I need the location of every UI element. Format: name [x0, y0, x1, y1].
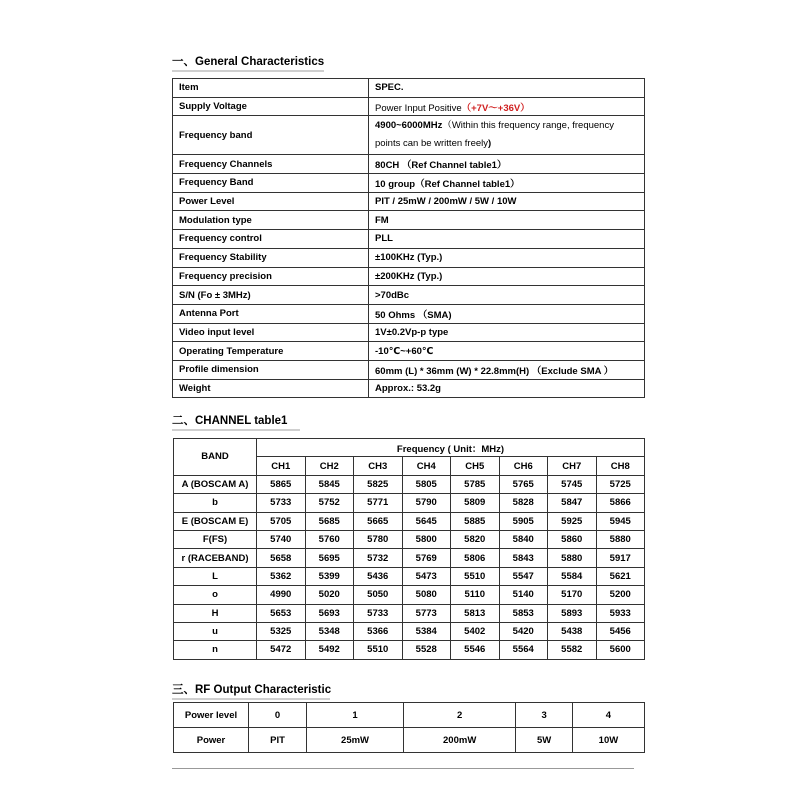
power-level-cell: 4: [572, 703, 644, 728]
item-header: Item: [173, 79, 369, 98]
power-cell: 10W: [572, 728, 644, 753]
frequency-cell: 5020: [305, 586, 354, 604]
frequency-cell: 5653: [257, 604, 306, 622]
frequency-cell: 5140: [499, 586, 548, 604]
general-characteristics-table: [172, 78, 645, 398]
channel-row: [174, 622, 645, 640]
spec-label: Operating Temperature: [173, 342, 369, 361]
table-row: [173, 155, 645, 174]
spec-label: Frequency Band: [173, 174, 369, 193]
channel-header: CH8: [596, 457, 645, 475]
spec-label: Power Level: [173, 192, 369, 211]
frequency-cell: 5621: [596, 567, 645, 585]
frequency-cell: 5665: [354, 512, 403, 530]
channel-row: [174, 567, 645, 585]
band-name: H: [174, 604, 257, 622]
frequency-cell: 5473: [402, 567, 451, 585]
frequency-cell: 5420: [499, 622, 548, 640]
frequency-cell: 5945: [596, 512, 645, 530]
frequency-cell: 5860: [548, 530, 597, 548]
frequency-cell: 5366: [354, 622, 403, 640]
spec-label: Supply Voltage: [173, 97, 369, 116]
spec-value: 4900~6000MHz（Within this frequency range, frequency points can be written freely): [369, 116, 645, 155]
frequency-cell: 5771: [354, 494, 403, 512]
table-row: [173, 323, 645, 342]
frequency-cell: 5769: [402, 549, 451, 567]
frequency-cell: 5492: [305, 641, 354, 659]
frequency-cell: 5785: [451, 475, 500, 493]
table-row: [173, 342, 645, 361]
frequency-cell: 5805: [402, 475, 451, 493]
frequency-cell: 5170: [548, 586, 597, 604]
section-title-rf: 三、RF Output Characteristic: [172, 681, 331, 697]
spec-value: PIT / 25mW / 200mW / 5W / 10W: [369, 192, 645, 211]
frequency-cell: 5825: [354, 475, 403, 493]
power-level-cell: 3: [516, 703, 573, 728]
frequency-cell: 5510: [451, 567, 500, 585]
spec-value: PLL: [369, 230, 645, 249]
frequency-cell: 5773: [402, 604, 451, 622]
spec-value: Approx.: 53.2g: [369, 379, 645, 398]
frequency-cell: 5733: [257, 494, 306, 512]
spec-value: 80CH （Ref Channel table1）: [369, 155, 645, 174]
frequency-cell: 5348: [305, 622, 354, 640]
frequency-cell: 5080: [402, 586, 451, 604]
frequency-cell: 5745: [548, 475, 597, 493]
frequency-cell: 5456: [596, 622, 645, 640]
frequency-cell: 5905: [499, 512, 548, 530]
power-cell: PIT: [249, 728, 307, 753]
frequency-cell: 5806: [451, 549, 500, 567]
frequency-cell: 5885: [451, 512, 500, 530]
table-row: [173, 116, 645, 155]
frequency-cell: 5760: [305, 530, 354, 548]
channel-header: CH7: [548, 457, 597, 475]
channel-row: [174, 549, 645, 567]
band-header: BAND: [174, 439, 257, 476]
frequency-cell: 5847: [548, 494, 597, 512]
frequency-cell: 5740: [257, 530, 306, 548]
frequency-cell: 5840: [499, 530, 548, 548]
frequency-cell: 5880: [596, 530, 645, 548]
frequency-cell: 5820: [451, 530, 500, 548]
power-row: [174, 728, 645, 753]
channel-header-row: [174, 439, 645, 457]
frequency-cell: 5880: [548, 549, 597, 567]
frequency-cell: 5645: [402, 512, 451, 530]
frequency-cell: 5472: [257, 641, 306, 659]
channel-header: CH1: [257, 457, 306, 475]
table-row: [173, 174, 645, 193]
table-header-row: [173, 79, 645, 98]
table-row: [173, 267, 645, 286]
frequency-cell: 5510: [354, 641, 403, 659]
frequency-cell: 5809: [451, 494, 500, 512]
power-level-cell: 0: [249, 703, 307, 728]
table-row: [173, 211, 645, 230]
spec-label: Frequency control: [173, 230, 369, 249]
title-underline: [172, 698, 330, 700]
frequency-cell: 5050: [354, 586, 403, 604]
table-row: [173, 248, 645, 267]
spec-value: 50 Ohms （SMA): [369, 304, 645, 323]
frequency-cell: 5564: [499, 641, 548, 659]
band-name: A (BOSCAM A): [174, 475, 257, 493]
frequency-cell: 5865: [257, 475, 306, 493]
table-row: [173, 230, 645, 249]
frequency-cell: 5853: [499, 604, 548, 622]
frequency-cell: 5362: [257, 567, 306, 585]
frequency-cell: 5790: [402, 494, 451, 512]
spec-label: Video input level: [173, 323, 369, 342]
footer-divider: [172, 768, 634, 769]
power-level-cell: 1: [307, 703, 404, 728]
table-row: [173, 97, 645, 116]
channel-row: [174, 530, 645, 548]
spec-label: Weight: [173, 379, 369, 398]
channel-header: CH2: [305, 457, 354, 475]
frequency-cell: 5693: [305, 604, 354, 622]
spec-label: Frequency Stability: [173, 248, 369, 267]
title-underline: [172, 70, 324, 72]
channel-row: [174, 494, 645, 512]
rf-output-table: [173, 702, 645, 753]
frequency-cell: 5917: [596, 549, 645, 567]
frequency-cell: 4990: [257, 586, 306, 604]
frequency-cell: 5780: [354, 530, 403, 548]
channel-header: CH4: [402, 457, 451, 475]
frequency-cell: 5732: [354, 549, 403, 567]
frequency-cell: 5402: [451, 622, 500, 640]
title-underline: [172, 429, 300, 431]
channel-header: CH5: [451, 457, 500, 475]
power-level-row: [174, 703, 645, 728]
frequency-cell: 5600: [596, 641, 645, 659]
channel-row: [174, 512, 645, 530]
band-name: F(FS): [174, 530, 257, 548]
frequency-cell: 5658: [257, 549, 306, 567]
table-row: [173, 286, 645, 305]
frequency-cell: 5813: [451, 604, 500, 622]
channel-row: [174, 641, 645, 659]
spec-value: ±200KHz (Typ.): [369, 267, 645, 286]
band-name: b: [174, 494, 257, 512]
spec-label: Frequency precision: [173, 267, 369, 286]
frequency-cell: 5845: [305, 475, 354, 493]
frequency-header: Frequency ( Unit：MHz): [257, 439, 645, 457]
frequency-cell: 5547: [499, 567, 548, 585]
frequency-cell: 5725: [596, 475, 645, 493]
section-title-general: 一、General Characteristics: [172, 53, 324, 69]
table-row: [173, 360, 645, 379]
band-name: n: [174, 641, 257, 659]
channel-row: [174, 586, 645, 604]
spec-label: Profile dimension: [173, 360, 369, 379]
frequency-cell: 5584: [548, 567, 597, 585]
band-name: r (RACEBAND): [174, 549, 257, 567]
frequency-cell: 5752: [305, 494, 354, 512]
frequency-cell: 5695: [305, 549, 354, 567]
frequency-cell: 5765: [499, 475, 548, 493]
band-name: o: [174, 586, 257, 604]
frequency-cell: 5800: [402, 530, 451, 548]
frequency-cell: 5110: [451, 586, 500, 604]
spec-label: Frequency Channels: [173, 155, 369, 174]
frequency-cell: 5933: [596, 604, 645, 622]
voltage-range: （+7V～+36V）: [461, 102, 530, 114]
frequency-cell: 5893: [548, 604, 597, 622]
spec-value: FM: [369, 211, 645, 230]
power-cell: 5W: [516, 728, 573, 753]
frequency-cell: 5436: [354, 567, 403, 585]
power-cell: 200mW: [403, 728, 515, 753]
frequency-cell: 5866: [596, 494, 645, 512]
frequency-cell: 5843: [499, 549, 548, 567]
frequency-cell: 5546: [451, 641, 500, 659]
frequency-cell: 5325: [257, 622, 306, 640]
power-label: Power: [174, 728, 249, 753]
frequency-cell: 5685: [305, 512, 354, 530]
channel-header: CH6: [499, 457, 548, 475]
frequency-cell: 5582: [548, 641, 597, 659]
spec-rows: [173, 155, 645, 398]
band-name: L: [174, 567, 257, 585]
spec-label: Modulation type: [173, 211, 369, 230]
table-row: [173, 192, 645, 211]
table-row: [173, 304, 645, 323]
spec-value: Power Input Positive（+7V～+36V）: [369, 97, 645, 116]
channel-header: CH3: [354, 457, 403, 475]
table-row: [173, 379, 645, 398]
frequency-cell: 5384: [402, 622, 451, 640]
power-level-cell: 2: [403, 703, 515, 728]
frequency-cell: 5438: [548, 622, 597, 640]
frequency-cell: 5925: [548, 512, 597, 530]
frequency-cell: 5200: [596, 586, 645, 604]
frequency-cell: 5705: [257, 512, 306, 530]
frequency-cell: 5733: [354, 604, 403, 622]
spec-header: SPEC.: [369, 79, 645, 98]
channel-row: [174, 604, 645, 622]
power-cell: 25mW: [307, 728, 404, 753]
frequency-cell: 5528: [402, 641, 451, 659]
channel-row: [174, 475, 645, 493]
channel-table: [173, 438, 645, 660]
spec-value: -10℃~+60℃: [369, 342, 645, 361]
spec-label: Antenna Port: [173, 304, 369, 323]
spec-label: Frequency band: [173, 116, 369, 155]
band-name: E (BOSCAM E): [174, 512, 257, 530]
frequency-cell: 5828: [499, 494, 548, 512]
section-title-channel: 二、CHANNEL table1: [172, 412, 287, 428]
band-name: u: [174, 622, 257, 640]
channel-rows: [174, 475, 645, 659]
spec-label: S/N (Fo ± 3MHz): [173, 286, 369, 305]
spec-value: 10 group（Ref Channel table1）: [369, 174, 645, 193]
frequency-cell: 5399: [305, 567, 354, 585]
spec-value: >70dBc: [369, 286, 645, 305]
spec-value: 60mm (L) * 36mm (W) * 22.8mm(H) （Exclude SMA ）: [369, 360, 645, 379]
power-level-label: Power level: [174, 703, 249, 728]
spec-value: 1V±0.2Vp-p type: [369, 323, 645, 342]
spec-value: ±100KHz (Typ.): [369, 248, 645, 267]
